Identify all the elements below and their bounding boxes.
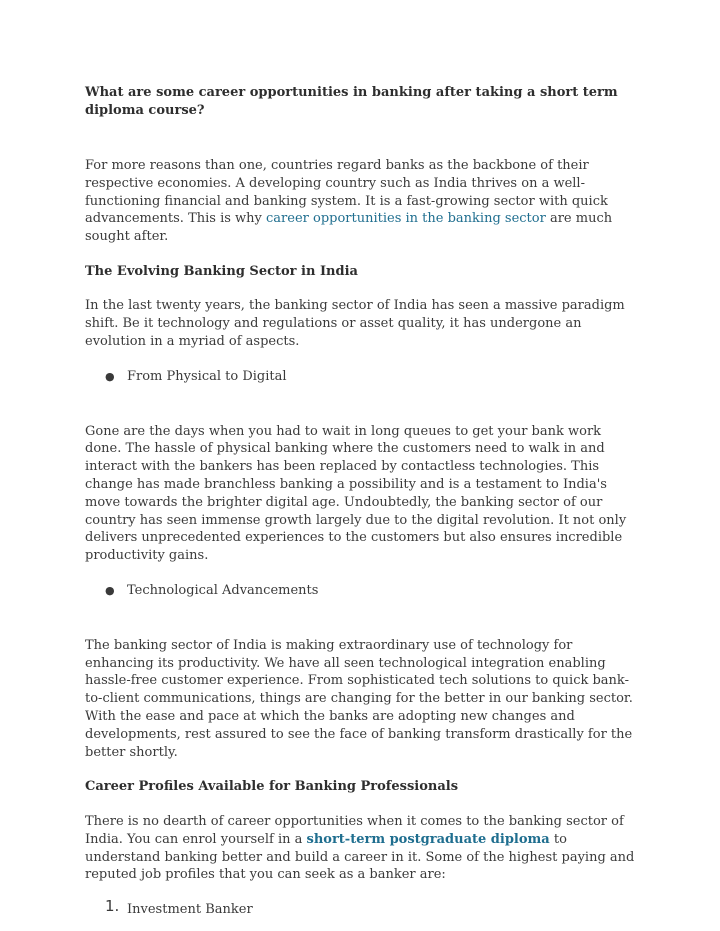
page-title: What are some career opportunities in banking after taking a short term diploma course? bbox=[85, 85, 618, 118]
tech-advancements-paragraph: The banking sector of India is making extraordinary use of technology for enhancing its productivity. We have all seen technological integration enabling hassle-free customer experience. From sophisticated tech solutions to quick bank-to-client communications, things are changing for the better in our banking sector. With the ease and pace at which the banks are adopting new changes and developments, rest assured to see the face of banking transform drastically for the better shortly. bbox=[85, 637, 633, 760]
list-item-label: Investment Banker bbox=[127, 902, 253, 918]
section-heading-career-profiles: Career Profiles Available for Banking Professionals bbox=[85, 779, 459, 795]
bullet-label: From Physical to Digital bbox=[127, 368, 287, 384]
career-profiles-text-end: to understand banking better and build a career in it. Some of the highest paying and reputed job profiles that you can seek as a banker are: bbox=[85, 831, 635, 883]
physical-digital-paragraph: Gone are the days when you had to wait in long queues to get your bank work done. The hassle of physical banking where the customers need to walk in and interact with the bankers has been replaced by contactless technologies. This change has made branchless banking a possibility and is a testament to India's move towards the brighter digital age. Undoubtedly, the banking sector of our country has seen immense growth largely due to the digital revolution. It not only delivers unprecedented experiences to the customers but also ensures incredible productivity gains. bbox=[85, 423, 627, 564]
intro-text: For more reasons than one, countries regard banks as the backbone of their respective economies. A developing country such as India thrives on a well-functioning financial and banking system. It is a fast-growing sector with quick advancements. This is why bbox=[85, 158, 608, 227]
intro-paragraph bbox=[85, 157, 637, 246]
list-item bbox=[85, 897, 637, 919]
bullet-item-physical-digital bbox=[85, 368, 637, 386]
short-term-diploma-link[interactable]: short-term postgraduate diploma bbox=[306, 831, 550, 847]
section-heading-evolving: The Evolving Banking Sector in India bbox=[85, 263, 358, 279]
career-profiles-paragraph bbox=[85, 813, 637, 884]
career-opportunities-link[interactable]: career opportunities in the banking sector bbox=[266, 211, 546, 227]
intro-text-end: are much sought after. bbox=[85, 211, 613, 245]
document-body bbox=[85, 84, 637, 919]
list-number: 1. bbox=[105, 897, 120, 916]
bullet-icon: ● bbox=[105, 584, 115, 598]
career-profiles-text: There is no dearth of career opportunities when it comes to the banking sector of India. You can enrol yourself in a bbox=[85, 813, 624, 847]
evolving-paragraph: In the last twenty years, the banking sector of India has seen a massive paradigm shift. Be it technology and regulations or asset quality, it has undergone an evolution in a myriad of aspects. bbox=[85, 298, 625, 350]
bullet-icon: ● bbox=[105, 369, 115, 383]
bullet-item-tech-advancements bbox=[85, 582, 637, 600]
bullet-label: Technological Advancements bbox=[127, 583, 319, 599]
